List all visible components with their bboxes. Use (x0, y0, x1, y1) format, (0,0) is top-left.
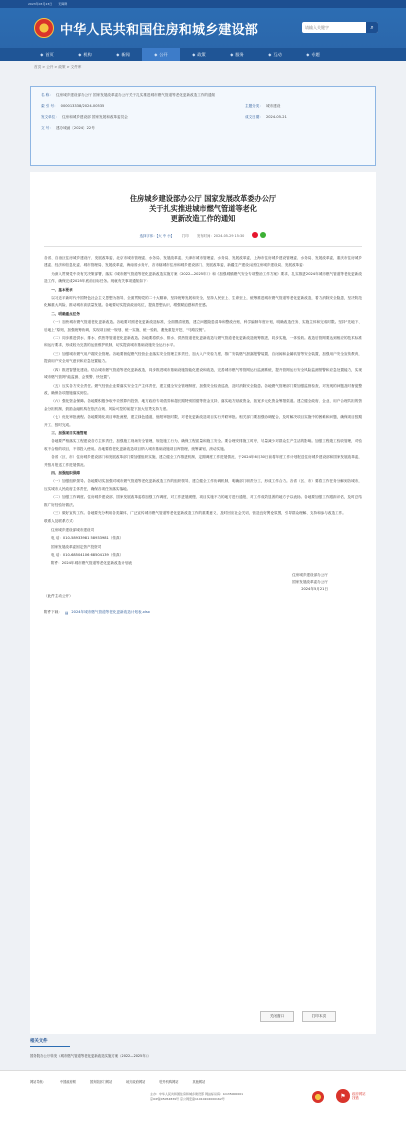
paragraph: （四）推进智慧化建设。结合城市燃气管道等老化更新改造，同步推进城市基础设施智能化建设和改造，完善城市燃气等管网运行监测系统，提升管网运行安全风险监测预警和应急处置能力，实现城市燃气管网“能监测、会预警、快处置”。 (44, 367, 362, 380)
meta-bar (44, 232, 362, 238)
paragraph: （六）强化资金保障。各地要积极争取中央预算内投资、地方政府专项债券和超长期特别国债等资金支持，落实地方财政资金，拓宽多元化资金筹措渠道。建立健全政府、企业、用户合理共担的资金分担机制，鼓励金融机构在依法合规、风险可控的前提下加大信贷支持力度。 (44, 399, 362, 411)
share-group (252, 232, 266, 238)
info-row-docno: 文 号： 建办城函〔2024〕22号 (41, 126, 95, 130)
accessibility-link[interactable]: 无障碍 (58, 2, 68, 6)
footer-link[interactable]: 地方政府网站 (126, 1080, 146, 1084)
paragraph: （七）优化审批流程。各地要简化项目审批流程，建立绿色通道，缩短审批时限，对老化更新改造项目实行并联审批。相关部门要加强协调配合，及时解决项目实施中的困难和问题，确保项目按期开工、按时完成。 (44, 415, 362, 427)
font-size-selector[interactable]: 选择字体：【大 中 小】 (139, 233, 175, 238)
header-search (302, 22, 378, 33)
document-info-box (30, 86, 376, 166)
section-heading: 三、加强项目实施管理 (51, 430, 88, 435)
info-row-issuer: 发文单位： 住房和城乡建设部 国家发展和改革委员会 成文日期： 2024-05-21 (41, 115, 287, 119)
org-icon: ◆ (78, 52, 82, 57)
contact-line: 电 话：010-68504106 68504139（传真） (51, 553, 124, 558)
paragraph: 以习近平新时代中国特色社会主义思想为指导，全面贯彻党的二十大精神，坚持统筹发展和安全，坚持人民至上、生命至上，统筹推进城市燃气管道等老化更新改造，着力消除安全隐患，坚决防范化解重大风险，推动城市高质量发展。各地要切实提高政治站位，提高思想认识，增强紧迫感和责任感。 (44, 296, 362, 308)
breadcrumb-policy[interactable]: 政策 (58, 64, 66, 69)
info-index-value: 000013338/2024-00535 (60, 104, 105, 108)
home-icon: ◆ (40, 52, 44, 57)
topic-icon: ◆ (306, 52, 310, 57)
footer-link: 网站导航： (30, 1080, 46, 1084)
breadcrumb-library[interactable]: 文件库 (70, 64, 82, 69)
site-footer (0, 1070, 406, 1122)
section-heading: 一、基本要求 (51, 287, 73, 292)
paragraph: （二）加强工作调度。住房城乡建设部、国家发展改革委将加强工作调度，对工作进展缓慢、项目实施不力的地方进行通报，对工作成效显著的地方予以表扬。各地要加强工作跟踪评估，及时总结推广好经验好做法。 (44, 495, 362, 507)
print-link[interactable]: 打印 (182, 233, 189, 238)
nav-item-3[interactable] (142, 48, 180, 61)
print-page-button[interactable]: 打印本页 (302, 1011, 336, 1022)
info-date-value: 2024-05-21 (265, 115, 287, 119)
related-title: 相关文件 (30, 1038, 70, 1047)
site-header (0, 8, 406, 48)
section-heading: 四、加强组织保障 (51, 470, 80, 475)
document-title: 住房城乡建设部办公厅 国家发展改革委办公厅 关于扎实推进城市燃气管道等老化 更新改造工作的通知 (129, 194, 277, 223)
info-row-index: 索 引 号： 000013338/2024-00535 主题分类： 城市建设 (41, 104, 281, 108)
paragraph: 为深入贯彻党中央有关决策部署，落实《城市燃气管道等老化更新改造实施方案（2022—2025年）》和《加强城镇燃气安全专项整治工作方案》要求，扎实推进2024年城市燃气管道等老化更新改造工作，确保完成2025年底前目标任务。现就有关事项通知如下： (44, 271, 362, 284)
footer-link[interactable]: 中国政府网 (59, 1080, 76, 1084)
search-button[interactable] (366, 22, 378, 33)
breadcrumb: 首页 > 公开 > 政策 > 文件库 (34, 64, 82, 69)
nav-label: 公开 (159, 51, 168, 57)
article-actions (260, 1011, 336, 1022)
interact-icon: ◆ (268, 52, 272, 57)
nav-item-7[interactable] (294, 48, 332, 61)
paragraph: （五）压实各方安全责任。燃气经营企业要落实安全生产主体责任，建立健全安全管理制度，加强安全检查巡查，及时消除安全隐患。各地燃气管理部门要加强监督检查，对发现的问题及时督促整改，确保各项措施落实到位。 (44, 383, 362, 395)
signature-block: 住房城乡建设部办公厅 国家发展改革委办公厅 2024年5月21日 (292, 572, 328, 591)
contact-block (44, 527, 362, 568)
info-docno-value: 建办城函〔2024〕22号 (55, 126, 95, 130)
attachment-row: 附件下载： ▤ 2024年城市燃气管道等老化更新改造计划表.xlsx (44, 610, 150, 615)
close-window-button[interactable]: 关闭窗口 (260, 1011, 294, 1022)
contact-line: 国家发展改革委固定资产投资司 (51, 544, 102, 549)
nav-label: 互动 (273, 51, 282, 57)
search-icon: ⌕ (370, 23, 374, 31)
paragraph: （一）加强组织领导。各地要切实加强对城市燃气管道等老化更新改造工作的组织领导，建立健全工作协调机制，明确部门职责分工，形成工作合力。各省（区、市）要将工作任务分解到各城市，压实城市人民政府主体责任，确保各项任务落实落地。 (44, 479, 362, 491)
footer-link[interactable]: 驻外机构网站 (159, 1080, 179, 1084)
info-name-value: 住房城乡建设部办公厅 国家发展改革委办公厅关于扎实推进城市燃气管道等老化更新改造工作的通知 (55, 93, 216, 97)
article (30, 172, 376, 1034)
paragraph: 联系人及联系方式： (44, 519, 77, 524)
contact-line: 住房城乡建设部城市建设司 (51, 527, 95, 532)
divider (44, 246, 362, 247)
footer-emblem-icon (312, 1091, 324, 1103)
info-topic-value: 城市建设 (265, 104, 281, 108)
attachment-icon: ▤ (64, 610, 69, 615)
footer-link[interactable]: 国务院部门网站 (89, 1080, 113, 1084)
nav-label: 服务 (235, 51, 244, 57)
nav-label: 首页 (45, 51, 54, 57)
footer-info: 主办：中华人民共和国住房和城乡建设部 网站标识码：bm35000001 京ICP备05054839号 京公网安备11010202000162号 (150, 1092, 244, 1101)
national-emblem-icon: ★ (34, 18, 54, 38)
top-strip (0, 0, 406, 8)
paragraph: （三）做好宣传工作。各地要充分利用各类媒体，广泛宣传城市燃气管道等老化更新改造工作的重要意义，及时回应社会关切，营造良好舆论氛围，引导群众理解、支持和参与改造工作。 (51, 511, 346, 515)
publish-date: 发布时间：2024-05-29 15:30 (196, 233, 245, 238)
paragraph: 各省（区、市）住房城乡建设部门和发展改革部门要加强组织实施，建立健全工作推进机制，定期调度工作进展情况，于2024年6月30日前将年度工作计划报送住房城乡建设部和国家发展改革委，并按月报送工作进展情况。 (44, 455, 362, 467)
nav-label: 政策 (197, 51, 206, 57)
contact-line: 附件：2024年城市燃气管道等老化更新改造计划表 (51, 561, 133, 566)
nav-item-0[interactable] (28, 48, 66, 61)
nav-item-2[interactable] (104, 48, 142, 61)
wechat-share-icon[interactable] (260, 232, 266, 238)
service-icon: ◆ (230, 52, 234, 57)
news-icon: ◆ (116, 52, 120, 57)
paragraph: （三）加强城市燃气用户端安全管理。各地要督促燃气经营企业落实安全管理主体责任，加大入户安检力度，推广安装燃气泄漏报警装置、自闭阀和金属软管等安全装置，加强用户安全宣传教育，提高用户安全用气意识和应急处置能力。 (44, 351, 362, 364)
site-name[interactable]: 中华人民共和国住房和城乡建设部 (60, 22, 259, 38)
main-nav (0, 48, 406, 61)
nav-label: 机构 (83, 51, 92, 57)
breadcrumb-home[interactable]: 首页 (34, 64, 42, 69)
paragraph: 各地要严格落实工程建设各方主体责任，加强施工现场安全管理，规范施工行为，确保工程质量和施工安全。要合理安排施工时序，尽量减少对群众生产生活的影响。加强工程竣工验收管理，对验收不合格的项目，不得投入使用。各地要将老化更新改造项目纳入城市基础设施项目库管理，统筹谋划，滚动实施。 (44, 439, 362, 451)
related-files (30, 1038, 376, 1058)
breadcrumb-open[interactable]: 公开 (46, 64, 54, 69)
nav-item-5[interactable] (218, 48, 256, 61)
section-heading: 二、明确重点任务 (51, 311, 80, 316)
article-body (44, 255, 362, 526)
nav-label: 专题 (311, 51, 320, 57)
badge-seal-icon: ⚑ (336, 1089, 350, 1103)
public-note: （此件主动公开） (44, 593, 73, 598)
search-input[interactable] (302, 23, 366, 32)
nav-item-6[interactable] (256, 48, 294, 61)
nav-label: 新闻 (121, 51, 130, 57)
error-report-badge[interactable]: ⚑ 政府网站 找错 (336, 1087, 376, 1105)
paragraph: （一）加快城市燃气管道老化更新改造。各地要对照老化更新改造标准，全面摸清底数，建立问题隐患清单和整改台账，科学编制年度计划，明确改造任务、实施主体和完成时限。坚持“先地下、后地上”原则，加强统筹协调，实现项目统一规划、统一实施、统一验收，避免重复开挖、“马路拉链”。 (44, 320, 362, 332)
top-strip-date: 2023年03月23日 (28, 2, 53, 6)
nav-item-4[interactable] (180, 48, 218, 61)
paragraph: 各省、自治区住房城乡建设厅、发展改革委，北京市城市管理委、水务局、发展改革委，天津市城市管理委、水务局、发展改革委，上海市住房城乡建设管理委、水务局、发展改革委，重庆市住房城乡建委、经济和信息化委、城市管理局、发展改革委，海南省水务厅，各市辖城市住房和城乡建设部门、发展改革委，新疆生产建设兵团住房城乡建设局、发展改革委： (44, 256, 362, 268)
paragraph: （二）同步推进供水、排水、供热等管道老化更新改造。各地要将供水、排水、供热管道老化更新改造与燃气管道老化更新改造统筹推进，同步实施，一体验收。改造后管网要达到相应的技术标准和运行要求，形成较为完善的运营维护机制，切实提高城市基础设施安全运行水平。 (44, 336, 362, 348)
nav-item-1[interactable] (66, 48, 104, 61)
info-issuer-value: 住房和城乡建设部 国家发展和改革委员会 (61, 115, 128, 119)
attachment-link[interactable]: 2024年城市燃气管道等老化更新改造计划表.xlsx (71, 610, 150, 615)
footer-links (0, 1071, 406, 1084)
open-icon: ◆ (154, 52, 158, 57)
info-row-name: 名 称： 住房城乡建设部办公厅 国家发展改革委办公厅关于扎实推进城市燃气管道等老化更新改造工作的通知 (41, 93, 216, 97)
weibo-share-icon[interactable] (252, 232, 258, 238)
policy-icon: ◆ (192, 52, 196, 57)
related-item[interactable]: 国务院办公厅转发《城市燃气管道等老化更新改造实施方案（2022—2025年）》 (30, 1054, 151, 1058)
contact-line: 电 话：010-58933981 58933981（传真） (51, 536, 124, 541)
footer-link[interactable]: 其他网站 (192, 1080, 206, 1084)
